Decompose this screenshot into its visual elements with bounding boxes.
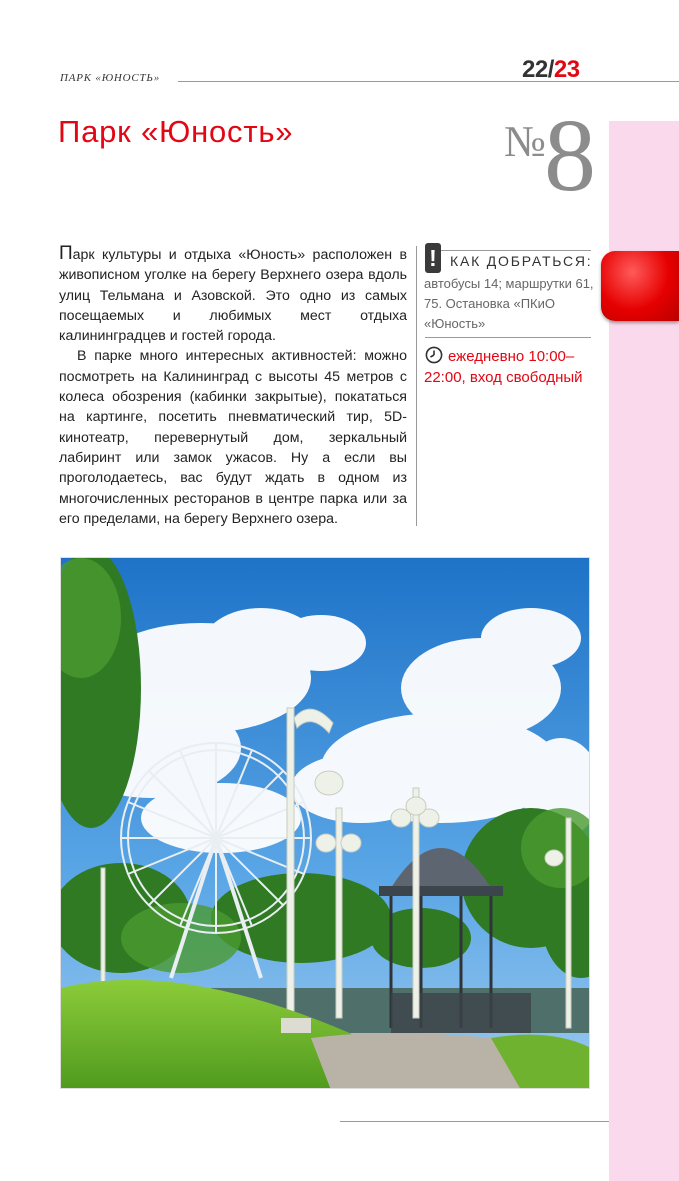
park-photo xyxy=(60,557,590,1089)
entry-number-sign: № xyxy=(504,117,546,166)
paragraph-initial: П xyxy=(59,243,73,264)
exclamation-icon: ! xyxy=(425,243,441,273)
header-divider xyxy=(178,81,679,82)
page-title: Парк «Юность» xyxy=(58,114,294,149)
page-numbers xyxy=(522,56,580,84)
how-to-get-title: КАК ДОБРАТЬСЯ: xyxy=(450,253,593,269)
opening-hours: ежедневно 10:00–22:00, вход свободный xyxy=(424,348,583,386)
paragraph-1 xyxy=(59,244,407,346)
sidebar-top-rule xyxy=(425,250,591,251)
section-tab-marker xyxy=(601,251,679,321)
sidebar-divider xyxy=(425,337,591,338)
page-number-right: 23 xyxy=(553,56,580,83)
footer-rule xyxy=(340,1121,609,1122)
paragraph-1-text: арк культуры и отдыха «Юность» расположен в живописном уголке на берегу Верхнего озера вдоль улиц Тельмана и Азовской. Это одно из самых посещаемых и любимых мест отдыха калининградцев и гостей города. xyxy=(59,247,407,345)
column-divider xyxy=(416,246,417,526)
paragraph-2: В парке много интересных активностей: можно посмотреть на Калининград с высоты 45 метров с колеса обозрения (кабинки закрытые), покататься на картинге, посетить пневматический тир, 5D-кинотеатр, перевернутый дом, зеркальный лабиринт или замок ужасов. Ну а если вы проголодаетесь, вас будут ждать в одном из многочисленных ресторанов в центре парка или за его пределами, на берегу Верхнего озера. xyxy=(59,348,407,527)
how-to-get-text: автобусы 14; маршрутки 61, 75. Остановка «ПКиО «Юность» xyxy=(424,276,594,331)
running-header: ПАРК «ЮНОСТЬ» xyxy=(60,72,161,84)
article-body xyxy=(59,244,407,529)
page-number-left: 22/ xyxy=(522,56,554,83)
entry-number: 8 xyxy=(544,98,596,213)
